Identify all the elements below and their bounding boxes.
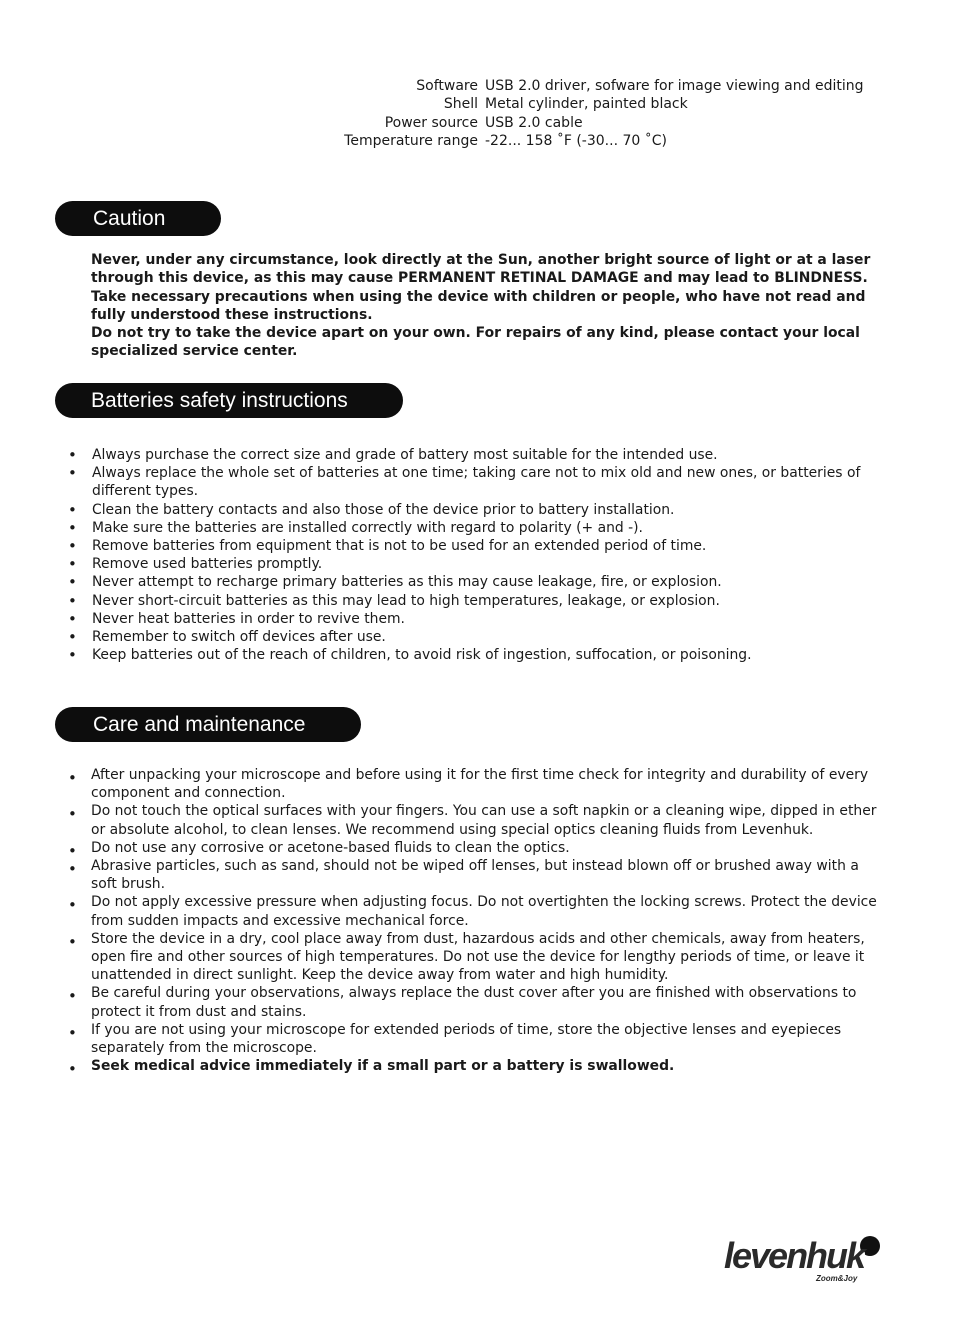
list-item-text: After unpacking your microscope and before using it for the first time check for integrity and durability of every component and connection. xyxy=(91,767,869,802)
list-item xyxy=(68,893,878,929)
caution-heading-text: Caution xyxy=(93,207,166,230)
spec-value: USB 2.0 cable xyxy=(485,114,583,131)
bullet-icon: • xyxy=(68,1023,77,1042)
caution-heading xyxy=(55,201,221,236)
spec-value: -22... 158 ˚F (-30... 70 ˚C) xyxy=(485,132,667,149)
list-item xyxy=(68,628,878,646)
bullet-icon: • xyxy=(68,446,77,464)
bullet-icon: • xyxy=(68,987,77,1006)
list-item xyxy=(68,573,878,591)
spec-row-temperature-range xyxy=(300,132,920,150)
list-item-text: Never short-circuit batteries as this may lead to high temperatures, leakage, or explosion. xyxy=(92,592,720,609)
list-item-text: Do not touch the optical surfaces with your fingers. You can use a soft napkin or a cleaning wipe, dipped in ether or absolute alcohol, to clean lenses. We recommend using special optics cleaning fluids from Levenhuk. xyxy=(91,803,877,838)
specifications-table xyxy=(300,77,920,150)
batteries-heading xyxy=(55,383,403,418)
list-item-text: Never attempt to recharge primary batteries as this may cause leakage, fire, or explosion. xyxy=(92,574,722,591)
list-item xyxy=(68,592,878,610)
logo-tagline: Zoom&Joy xyxy=(816,1274,858,1283)
batteries-heading-text: Batteries safety instructions xyxy=(91,389,348,412)
list-item-text: Keep batteries out of the reach of children, to avoid risk of ingestion, suffocation, or poisoning. xyxy=(92,647,752,664)
list-item xyxy=(68,839,878,860)
list-item-text: Make sure the batteries are installed correctly with regard to polarity (+ and -). xyxy=(92,519,643,536)
list-item xyxy=(68,610,878,628)
care-heading xyxy=(55,707,361,742)
list-item xyxy=(68,802,878,838)
list-item-text: Always replace the whole set of batteries at one time; taking care not to mix old and new ones, or batteries of different types. xyxy=(92,465,861,500)
spec-label: Software xyxy=(416,78,478,94)
list-item-text: If you are not using your microscope for extended periods of time, store the objective lenses and eyepieces separately from the microscope. xyxy=(91,1021,842,1057)
spec-label: Temperature range xyxy=(344,132,478,149)
list-item-text: Remove used batteries promptly. xyxy=(92,556,323,573)
batteries-list xyxy=(68,446,878,664)
bullet-icon: • xyxy=(68,500,77,519)
bullet-icon: • xyxy=(68,464,77,483)
list-item-text: Always purchase the correct size and grade of battery most suitable for the intended use. xyxy=(92,447,718,463)
list-item xyxy=(68,446,878,464)
list-item-text: Do not apply excessive pressure when adjusting focus. Do not overtighten the locking screws. Protect the device from sudden impacts and excessive mechanical force. xyxy=(91,894,877,929)
bullet-icon: • xyxy=(68,805,77,824)
list-item-text: Abrasive particles, such as sand, should not be wiped off lenses, but instead blown off or brushed away with a soft brush. xyxy=(91,858,859,893)
list-item-text: Clean the battery contacts and also those of the device prior to battery installation. xyxy=(92,501,675,518)
list-item xyxy=(68,930,878,985)
list-item xyxy=(68,1021,878,1057)
list-item xyxy=(68,555,878,573)
list-item-text: Do not use any corrosive or acetone-based fluids to clean the optics. xyxy=(91,839,570,856)
bullet-icon: • xyxy=(68,841,77,860)
spec-value: USB 2.0 driver, sofware for image viewing and editing xyxy=(485,78,864,94)
list-item-text: Store the device in a dry, cool place away from dust, hazardous acids and other chemicals, away from heaters, open fire and other sources of high temperatures. Do not use the device for lengthy periods of time, or leave it unattended in direct sunlight. Keep the device away from water and high humidity. xyxy=(91,930,865,984)
bullet-icon: • xyxy=(68,573,77,592)
spec-row-software xyxy=(300,77,920,95)
list-item-text: Remember to switch off devices after use. xyxy=(92,629,386,646)
spec-label: Shell xyxy=(443,96,478,113)
bullet-icon: • xyxy=(68,860,77,879)
spec-row-shell xyxy=(300,95,920,113)
caution-paragraph: Never, under any circumstance, look directly at the Sun, another bright source of light or at a laser through this device, as this may cause PERMANENT RETINAL DAMAGE and may lead to BLINDNESS. xyxy=(91,252,871,287)
care-heading-text: Care and maintenance xyxy=(93,713,306,736)
spec-label: Power source xyxy=(384,114,478,131)
list-item xyxy=(68,501,878,519)
list-item-text: Be careful during your observations, always replace the dust cover after you are finished with observations to protect it from dust and stains. xyxy=(91,985,857,1020)
care-list xyxy=(68,766,878,1079)
bullet-icon: • xyxy=(68,609,77,628)
bullet-icon: • xyxy=(68,1060,77,1079)
bullet-icon: • xyxy=(68,769,77,787)
spec-row-power-source xyxy=(300,114,920,132)
list-item-text: Seek medical advice immediately if a small part or a battery is swallowed. xyxy=(91,1058,675,1075)
list-item xyxy=(68,537,878,555)
caution-text xyxy=(91,251,891,361)
caution-paragraph: Take necessary precautions when using the device with children or people, who have not read and fully understood these instructions. xyxy=(91,288,866,323)
list-item xyxy=(68,646,878,664)
list-item xyxy=(68,984,878,1020)
bullet-icon: • xyxy=(68,555,77,574)
bullet-icon: • xyxy=(68,628,77,647)
bullet-icon: • xyxy=(68,646,77,665)
list-item xyxy=(68,519,878,537)
bullet-icon: • xyxy=(68,591,77,610)
list-item xyxy=(68,857,878,893)
caution-paragraph: Do not try to take the device apart on your own. For repairs of any kind, please contact your local specialized service center. xyxy=(91,325,860,360)
list-item xyxy=(68,766,878,802)
levenhuk-logo xyxy=(724,1234,884,1290)
bullet-icon: • xyxy=(68,518,77,537)
list-item xyxy=(68,464,878,500)
list-item-text: Never heat batteries in order to revive them. xyxy=(92,610,405,627)
list-item-text: Remove batteries from equipment that is not to be used for an extended period of time. xyxy=(92,538,707,555)
logo-brand: levenhuk xyxy=(724,1235,865,1276)
bullet-icon: • xyxy=(68,896,77,915)
spec-value: Metal cylinder, painted black xyxy=(485,96,688,113)
bullet-icon: • xyxy=(68,932,77,951)
bullet-icon: • xyxy=(68,537,77,556)
list-item xyxy=(68,1057,878,1079)
